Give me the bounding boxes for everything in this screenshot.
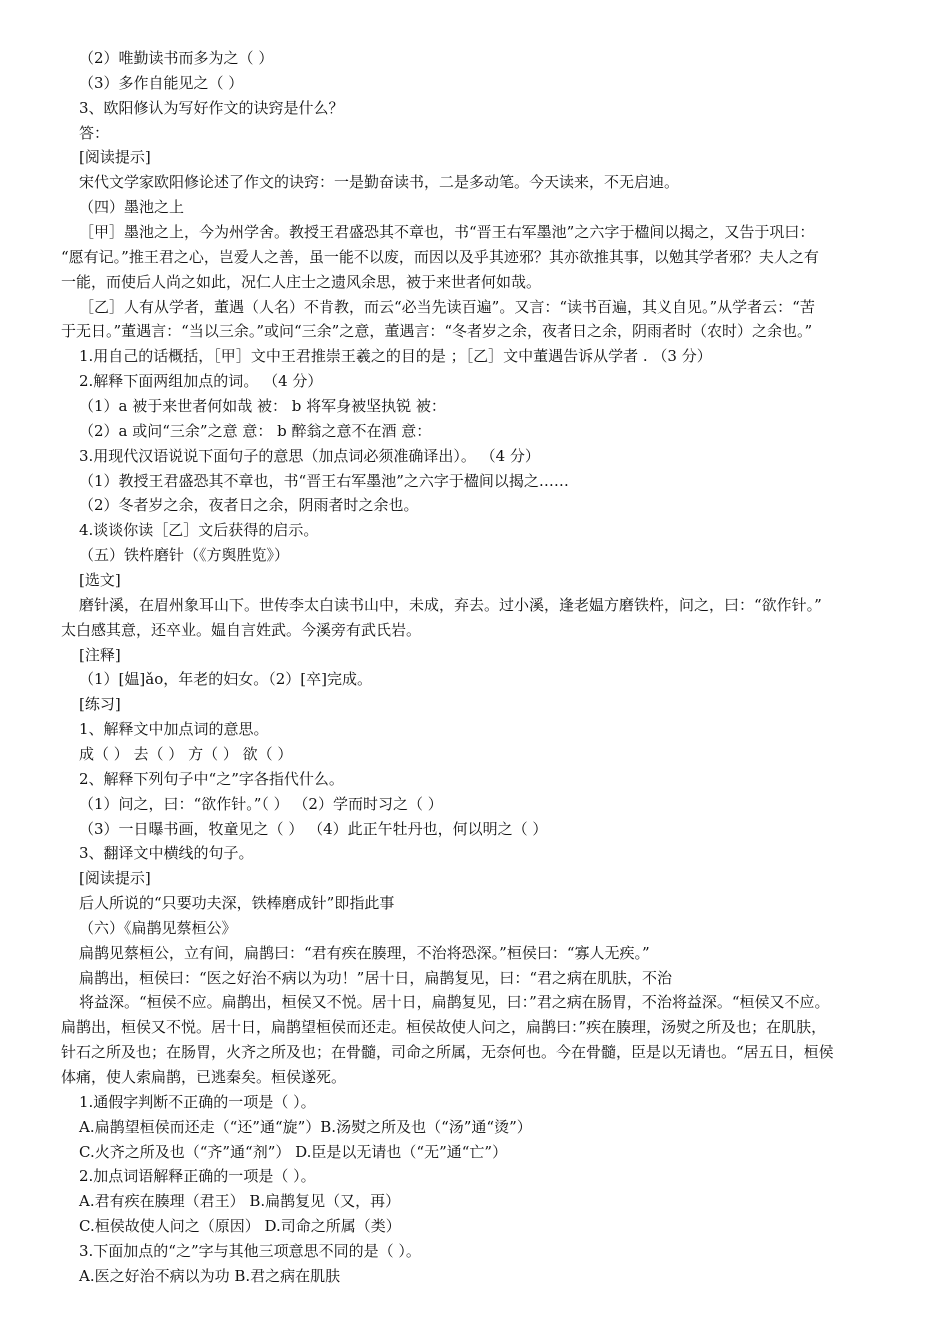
text-line: 扁鹊出，桓侯曰：“医之好治不病以为功！”居十日，扁鹊复见，曰：“君之病在肌肤，不治 (79, 969, 673, 987)
text-line: （2）唯勤读书而多为之（ ） (79, 49, 274, 67)
text-line: “愿有记。”推王君之心，岂爱人之善，虽一能不以废，而因以及乎其迹邪？其亦欲推其事，以勉其学者邪？夫人之有 (61, 248, 819, 266)
question-line: 3、翻译文中横线的句子。 (79, 844, 254, 862)
text-line: [练习] (79, 695, 121, 713)
text-line: 答： (79, 124, 110, 142)
section-heading: （四）墨池之上 (79, 198, 185, 216)
text-line: ［乙］人有从学者，董遇（人名）不肯教，而云“必当先读百遍”。又言：“读书百遍，其义自见。”从学者云：“苦 (79, 298, 815, 316)
text-line: 体痛，使人索扁鹊，已逃秦矣。桓侯遂死。 (61, 1068, 347, 1086)
question-line: （2）a 或问“三余”之意 意： b 醉翁之意不在酒 意： (79, 422, 432, 440)
text-line: 后人所说的“只要功夫深，铁棒磨成针”即指此事 (79, 894, 395, 912)
question-line: （3）一日曝书画，牧童见之（ ） （4）此正午牡丹也，何以明之（ ） (79, 820, 548, 838)
text-line: [阅读提示] (79, 869, 151, 887)
question-line: （1）a 被于来世者何如哉 被： b 将军身被坚执锐 被： (79, 397, 446, 415)
text-line: 扁鹊见蔡桓公，立有间，扁鹊曰：“君有疾在腠理，不治将恐深。”桓侯曰：“寡人无疾。” (79, 944, 650, 962)
text-line: ［甲］墨池之上，今为州学舍。教授王君盛恐其不章也，书“晋王右军墨池”之六字于楹间以揭之，又告于巩曰： (79, 223, 815, 241)
text-line: 3、欧阳修认为写好作文的诀窍是什么？ (79, 99, 344, 117)
question-line: 3.用现代汉语说说下面句子的意思（加点词必须准确译出）。 （4 分） (79, 447, 540, 465)
question-line: （1）教授王君盛恐其不章也，书“晋王右军墨池”之六字于楹间以揭之…… (79, 472, 569, 490)
text-line: 将益深。“桓侯不应。扁鹊出，桓侯又不悦。居十日，扁鹊复见，曰：”君之病在肠胃，不治将益深。“桓侯又不应。 (79, 993, 830, 1011)
question-line: 3.下面加点的“之”字与其他三项意思不同的是（ ）。 (79, 1242, 421, 1260)
text-line: 于无日。”董遇言：“当以三余。”或问“三余”之意，董遇言：“冬者岁之余，夜者日之余，阴雨者时（农时）之余也。” (61, 322, 813, 340)
text-line: [注释] (79, 646, 121, 664)
text-line: 宋代文学家欧阳修论述了作文的诀窍：一是勤奋读书，二是多动笔。今天读来，不无启迪。 (79, 173, 680, 191)
question-line: （1）问之，曰：“欲作针。”（ ） （2）学而时习之（ ） (79, 795, 443, 813)
section-heading: （六）《扁鹊见蔡桓公》 (79, 919, 237, 937)
question-line: 1、解释文中加点词的意思。 (79, 720, 269, 738)
text-line: 磨针溪，在眉州象耳山下。世传李太白读书山中，未成，弃去。过小溪，逢老媪方磨铁杵，问之，曰：“欲作针。” (79, 596, 822, 614)
text-line: [选文] (79, 571, 121, 589)
text-line: 太白感其意，还卒业。媪自言姓武。今溪旁有武氏岩。 (61, 621, 422, 639)
question-line: 2.解释下面两组加点的词。 （4 分） (79, 372, 323, 390)
question-line: 2、解释下列句子中“之”字各指代什么。 (79, 770, 344, 788)
question-line: 成（ ） 去（ ） 方（ ） 欲（ ） (79, 745, 293, 763)
question-line: 1.用自己的话概括，［甲］文中王君推崇王羲之的目的是 ；［乙］文中董遇告诉从学者 . （3 分） (79, 347, 712, 365)
question-line: （2）冬者岁之余，夜者日之余，阴雨者时之余也。 (79, 496, 419, 514)
text-line: [阅读提示] (79, 148, 151, 166)
question-line: A.君有疾在腠理（君王） B.扁鹊复见（又，再） (79, 1192, 401, 1210)
question-line: A.扁鹊望桓侯而还走（“还”通“旋”）B.汤熨之所及也（“汤”通“烫”） (79, 1118, 532, 1136)
section-heading: （五）铁杵磨针（《方舆胜览》） (79, 546, 290, 564)
question-line: 4.谈谈你读［乙］文后获得的启示。 (79, 521, 319, 539)
question-line: 2.加点词语解释正确的一项是（ ）。 (79, 1167, 316, 1185)
question-line: A.医之好治不病以为功 B.君之病在肌肤 (79, 1267, 341, 1285)
text-line: 一能，而使后人尚之如此，况仁人庄士之遗风余思，被于来世者何如哉。 (61, 273, 542, 291)
question-line: 1.通假字判断不正确的一项是（ ）。 (79, 1093, 316, 1111)
text-line: （3）多作自能见之（ ） (79, 74, 244, 92)
text-line: （1）[媪]ǎo，年老的妇女。（2）[卒]完成。 (79, 670, 372, 688)
question-line: C.火齐之所及也（“齐”通“剂”） D.臣是以无请也（“无”通“亡”） (79, 1143, 508, 1161)
text-line: 扁鹊出，桓侯又不悦。居十日，扁鹊望桓侯而还走。桓侯故使人问之，扁鹊曰：”疾在腠理，汤熨之所及也；在肌肤， (61, 1018, 827, 1036)
question-line: C.桓侯故使人问之（原因） D.司命之所属（类） (79, 1217, 401, 1235)
text-line: 针石之所及也；在肠胃，火齐之所及也；在骨髓，司命之所属，无奈何也。今在骨髓，臣是以无请也。“居五日，桓侯 (61, 1043, 834, 1061)
